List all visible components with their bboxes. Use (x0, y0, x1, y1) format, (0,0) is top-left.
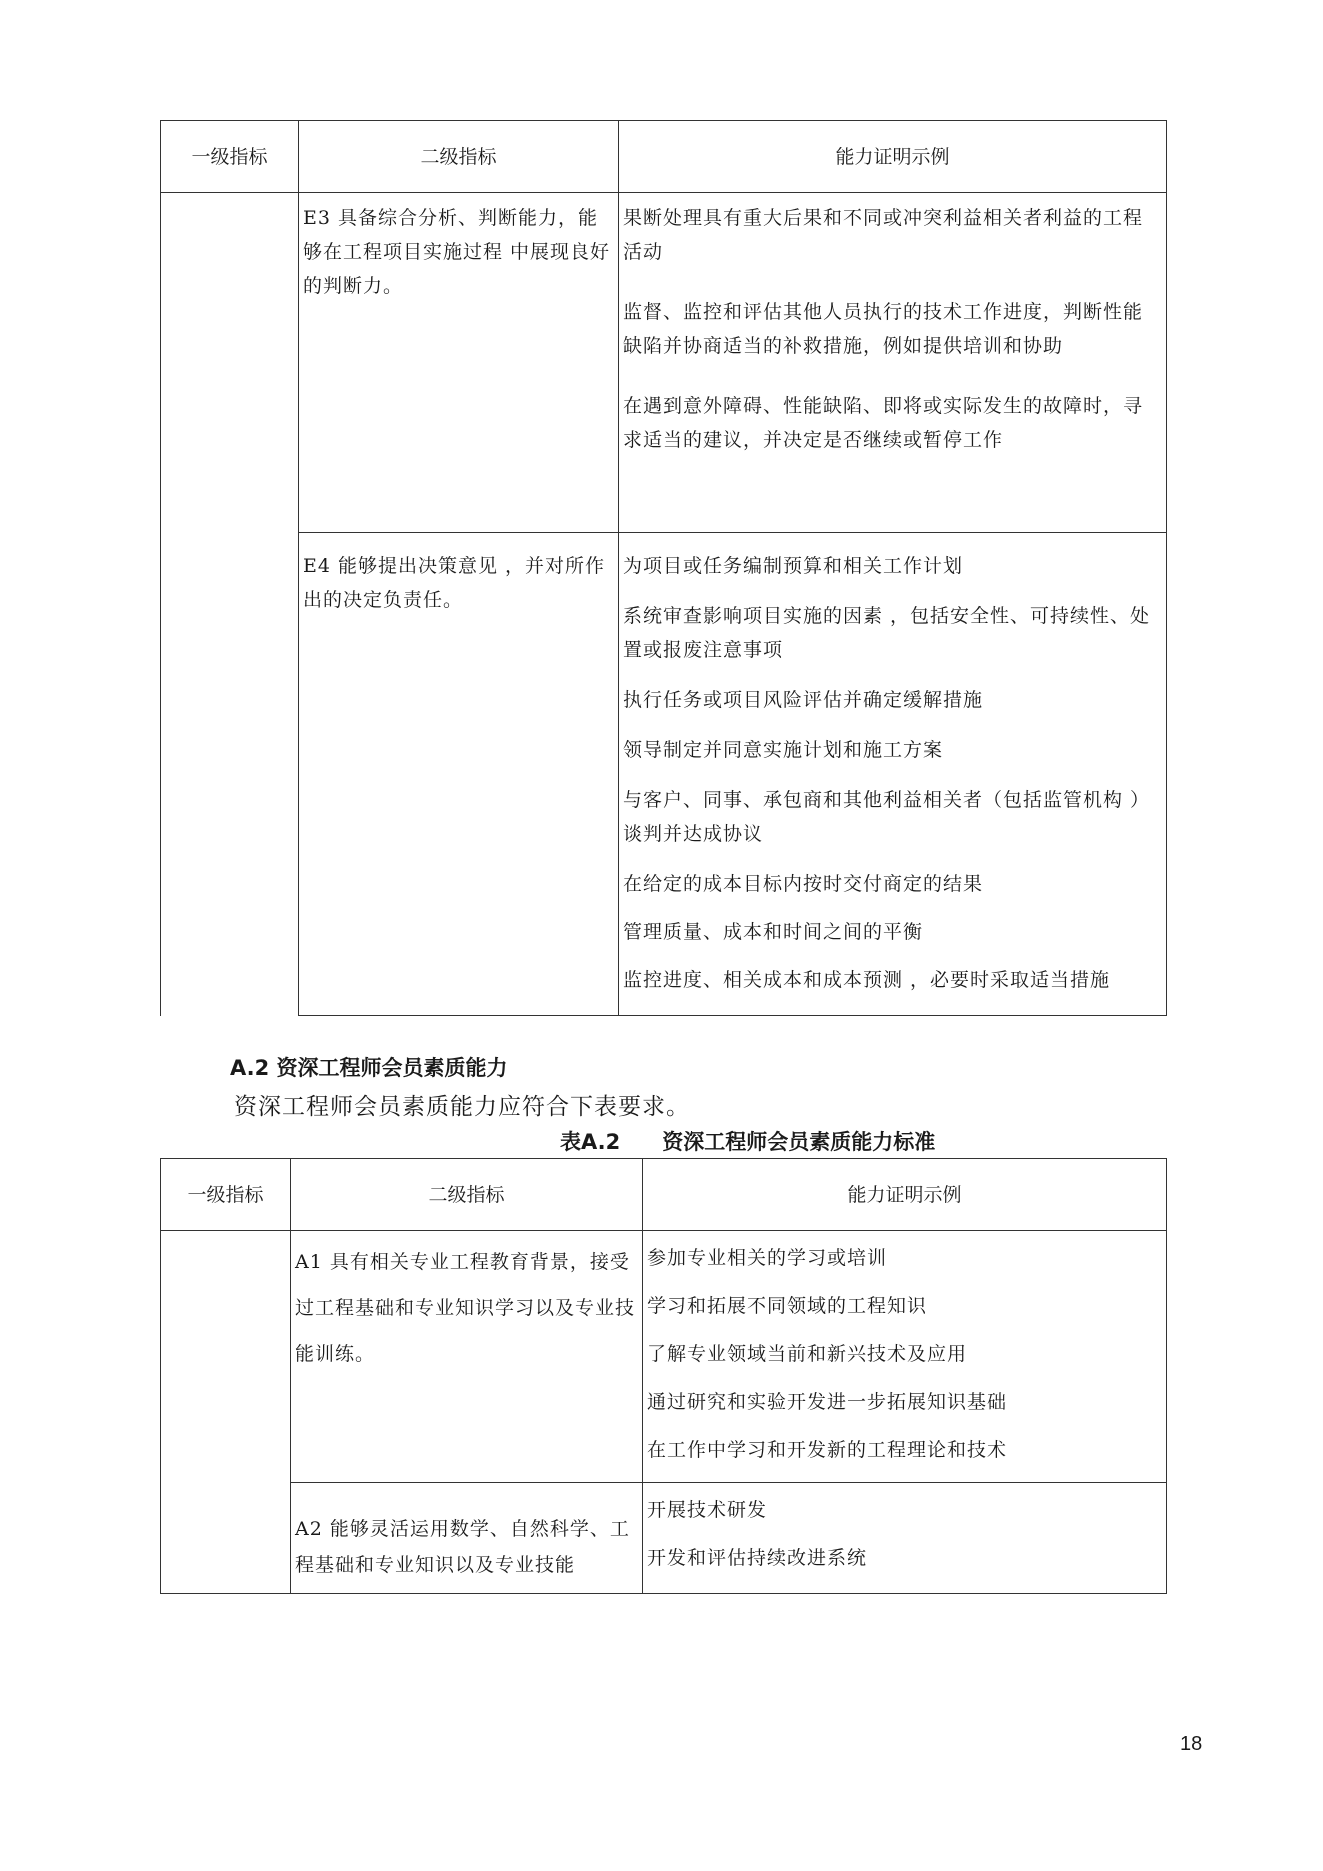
secondary-indicator-cell (299, 193, 619, 533)
primary-indicator-cell (161, 193, 299, 1016)
secondary-indicator-text: E3 具备综合分析、判断能力，能够在工程项目实施过程 中展现良好的判断力。 (303, 207, 611, 297)
evidence-example: 监督、监控和评估其他人员执行的技术工作进度，判断性能缺陷并协商适当的补救措施，例如提供培训和协助 (623, 301, 1144, 357)
evidence-example: 执行任务或项目风险评估并确定缓解措施 (623, 689, 984, 711)
secondary-indicator-text: A1 具有相关专业工程教育背景，接受过工程基础和专业知识学习以及专业技能训练。 (295, 1251, 636, 1365)
evidence-example: 了解专业领域当前和新兴技术及应用 (647, 1343, 968, 1365)
evidence-examples-cell (643, 1231, 1167, 1483)
evidence-example: 果断处理具有重大后果和不同或冲突利益相关者利益的工程活动 (623, 207, 1144, 263)
header-secondary-indicator: 二级指标 (291, 1159, 643, 1231)
header-evidence-examples: 能力证明示例 (619, 121, 1167, 193)
table-caption: 表A.2 资深工程师会员素质能力标准 (560, 1130, 936, 1154)
header-primary-indicator: 一级指标 (161, 121, 299, 193)
evidence-example: 通过研究和实验开发进一步拓展知识基础 (647, 1391, 1008, 1413)
evidence-example: 与客户、同事、承包商和其他利益相关者（包括监管机构 ）谈判并达成协议 (623, 789, 1151, 845)
evidence-example: 在给定的成本目标内按时交付商定的结果 (623, 873, 984, 895)
table-row (161, 193, 1167, 533)
evidence-example: 管理质量、成本和时间之间的平衡 (623, 921, 924, 943)
secondary-indicator-cell (299, 533, 619, 1016)
evidence-examples-cell (619, 533, 1167, 1016)
competency-table-continued (160, 120, 1167, 1016)
evidence-example: 开发和评估持续改进系统 (647, 1547, 868, 1569)
evidence-examples-cell (619, 193, 1167, 533)
evidence-example: 在遇到意外障碍、性能缺陷、即将或实际发生的故障时，寻求适当的建议，并决定是否继续或暂停工作 (623, 395, 1144, 451)
page-number: 18 (1180, 1733, 1203, 1755)
evidence-examples-cell (643, 1483, 1167, 1594)
evidence-example: 学习和拓展不同领域的工程知识 (647, 1295, 928, 1317)
section-paragraph: 资深工程师会员素质能力应符合下表要求。 (234, 1094, 690, 1120)
header-evidence-examples: 能力证明示例 (643, 1159, 1167, 1231)
primary-indicator-cell (161, 1231, 291, 1594)
secondary-indicator-cell (291, 1231, 643, 1483)
secondary-indicator-text: A2 能够灵活运用数学、自然科学、工程基础和专业知识以及专业技能 (295, 1518, 630, 1576)
secondary-indicator-cell (291, 1483, 643, 1594)
table-header-row (161, 121, 1167, 193)
evidence-example: 领导制定并同意实施计划和施工方案 (623, 739, 944, 761)
evidence-example: 系统审查影响项目实施的因素 ，包括安全性、可持续性、处置或报废注意事项 (623, 605, 1151, 661)
header-secondary-indicator: 二级指标 (299, 121, 619, 193)
table-row (161, 533, 1167, 1016)
table-row (161, 1231, 1167, 1483)
table-row (161, 1483, 1167, 1594)
evidence-example: 参加专业相关的学习或培训 (647, 1247, 888, 1269)
section-heading: A.2 资深工程师会员素质能力 (230, 1056, 508, 1080)
table-header-row (161, 1159, 1167, 1231)
senior-engineer-competency-table (160, 1158, 1167, 1594)
evidence-example: 为项目或任务编制预算和相关工作计划 (623, 555, 964, 577)
secondary-indicator-text: E4 能够提出决策意见 ，并对所作出的决定负责任。 (303, 555, 606, 611)
evidence-example: 监控进度、相关成本和成本预测 ，必要时采取适当措施 (623, 969, 1111, 991)
evidence-example: 在工作中学习和开发新的工程理论和技术 (647, 1439, 1008, 1461)
evidence-example: 开展技术研发 (647, 1499, 768, 1521)
header-primary-indicator: 一级指标 (161, 1159, 291, 1231)
